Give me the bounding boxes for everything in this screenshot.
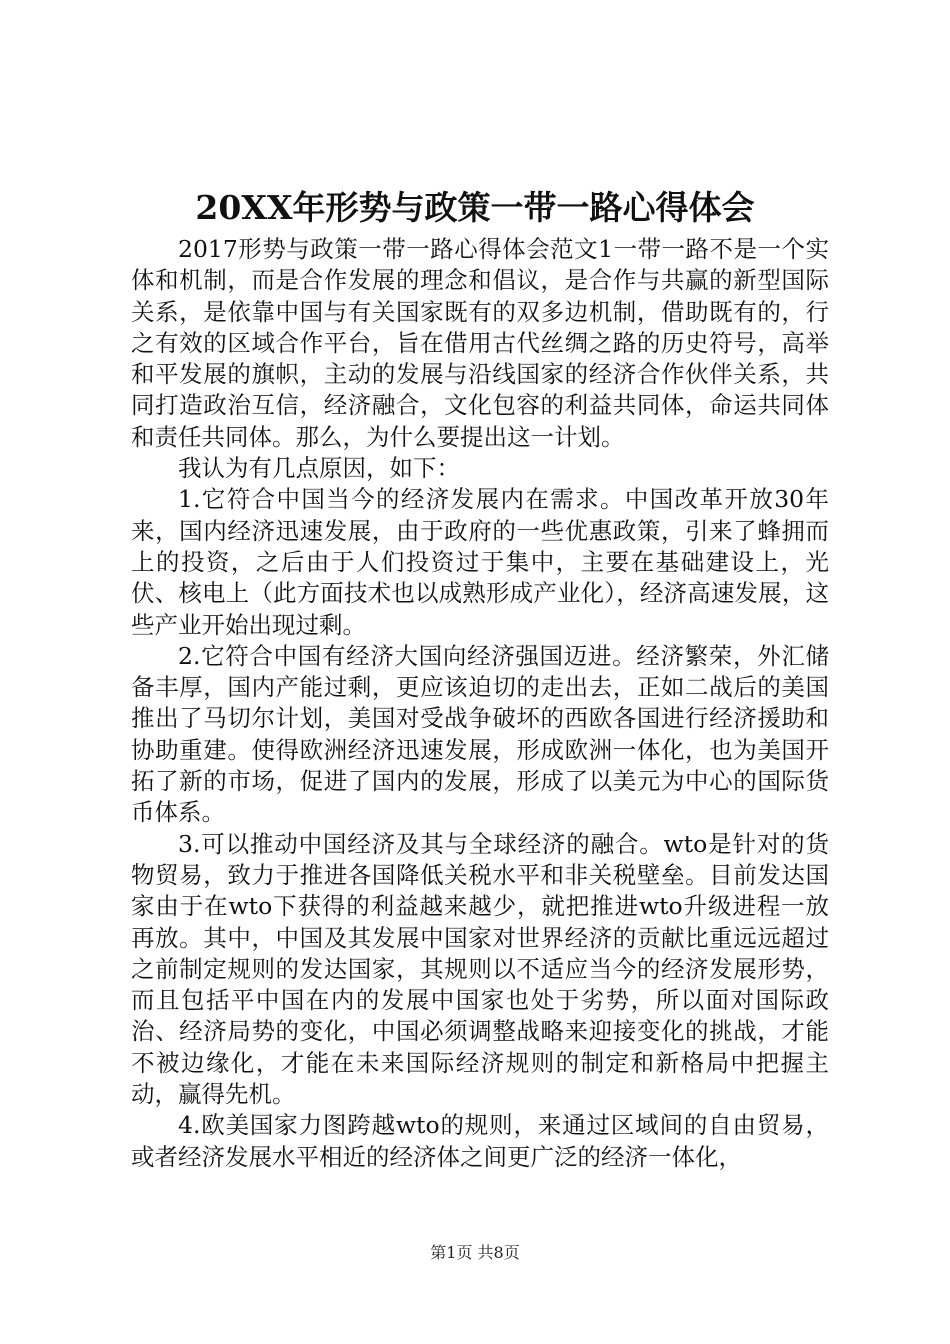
- paragraph-reason-3: 3.可以推动中国经济及其与全球经济的融合。wto是针对的货物贸易，致力于推进各国降低关税水平和非关税壁垒。目前发达国家由于在wto下获得的利益越来越少，就把推进wto升级进程一放再放。其中，中国及其发展中国家对世界经济的贡献比重远远超过之前制定规则的发达国家，其规则以不适应当今的经济发展形势，而且包括平中国在内的发展中国家也处于劣势，所以面对国际政治、经济局势的变化，中国必须调整战略来迎接变化的挑战，才能不被边缘化，才能在未来国际经济规则的制定和新格局中把握主动，赢得先机。: [131, 829, 829, 1109]
- paragraph-reason-2: 2.它符合中国有经济大国向经济强国迈进。经济繁荣，外汇储备丰厚，国内产能过剩，更应该迫切的走出去，正如二战后的美国推出了马切尔计划，美国对受战争破坏的西欧各国进行经济援助和协助重建。使得欧洲经济迅速发展，形成欧洲一体化，也为美国开拓了新的市场，促进了国内的发展，形成了以美元为中心的国际货币体系。: [131, 641, 829, 827]
- document-title: 20XX年形势与政策一带一路心得体会: [195, 188, 755, 227]
- page-footer: 第1页 共8页: [430, 1243, 520, 1262]
- paragraph-intro: 2017形势与政策一带一路心得体会范文1一带一路不是一个实体和机制，而是合作发展的理念和倡议，是合作与共赢的新型国际关系，是依靠中国与有关国家既有的双多边机制，借助既有的，行之有效的区域合作平台，旨在借用古代丝绸之路的历史符号，高举和平发展的旗帜，主动的发展与沿线国家的经济合作伙伴关系，共同打造政治互信，经济融合，文化包容的利益共同体，命运共同体和责任共同体。那么，为什么要提出这一计划。: [131, 235, 829, 451]
- paragraph-reason-1: 1.它符合中国当今的经济发展内在需求。中国改革开放30年来，国内经济迅速发展，由于政府的一些优惠政策，引来了蜂拥而上的投资，之后由于人们投资过于集中，主要在基础建设上，光伏、核电上（此方面技术也以成熟形成产业化），经济高速发展，这些产业开始出现过剩。: [131, 485, 829, 639]
- document-body: [131, 234, 829, 1173]
- paragraph-reasons-lead: 我认为有几点原因，如下：: [178, 454, 460, 483]
- paragraph-reason-4: 4.欧美国家力图跨越wto的规则，来通过区域间的自由贸易，或者经济发展水平相近的经济体之间更广泛的经济一体化，: [131, 1111, 829, 1171]
